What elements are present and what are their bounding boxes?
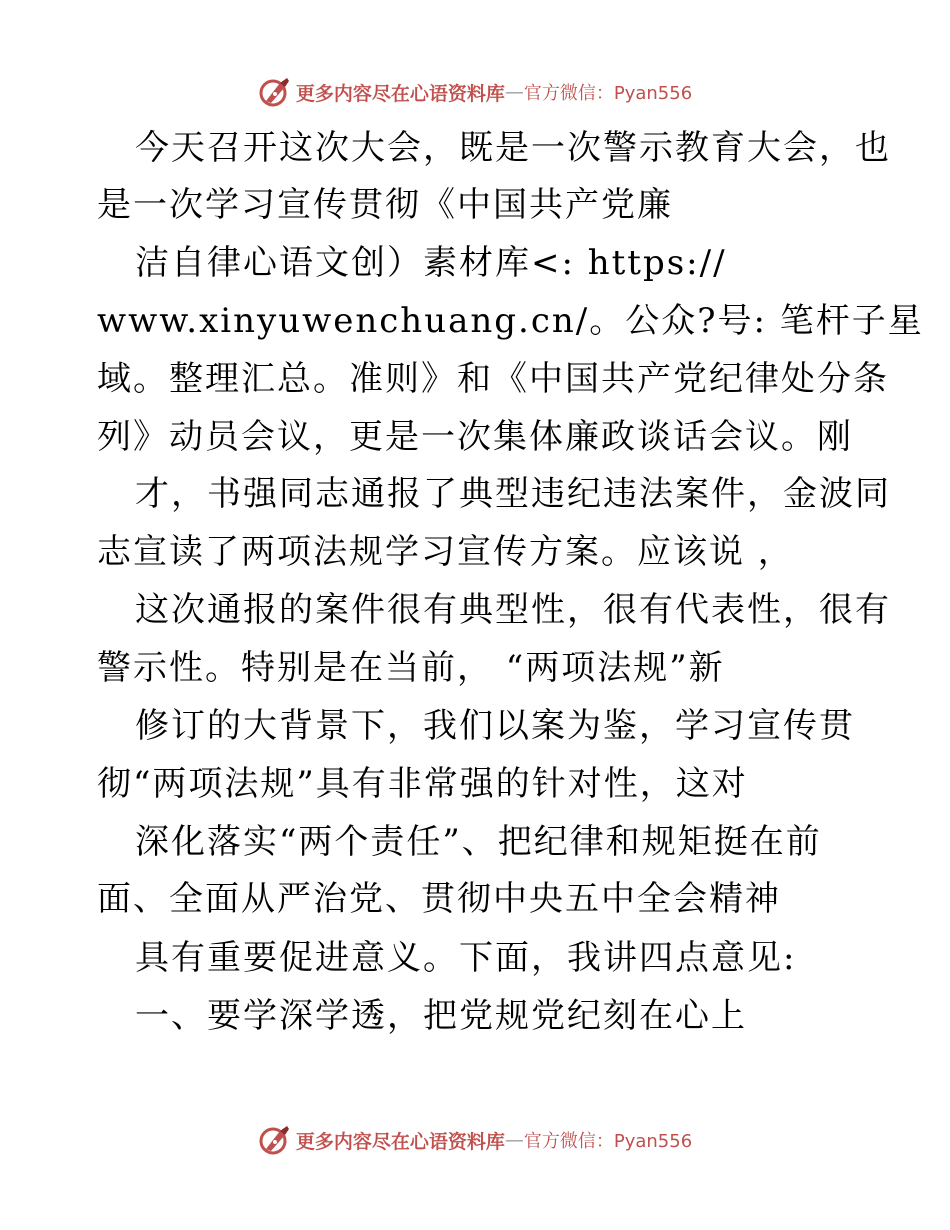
text-line: www.xinyuwenchuang.cn/。公众?号: 笔杆子星: [97, 301, 924, 341]
watermark-sub-text: 官方微信：Pyan556: [523, 83, 693, 104]
text-line: 才，书强同志通报了典型违纪违法案件，金波同: [135, 474, 891, 514]
pen-nib-circle-icon: [258, 1123, 292, 1157]
footer-watermark: [0, 1120, 950, 1160]
watermark-dash: —: [504, 81, 524, 103]
text-line: 域。整理汇总。准则》和《中国共产党纪律处分条: [97, 359, 889, 399]
text-line: 志宣读了两项法规学习宣传方案。应该说 ，: [97, 532, 794, 572]
watermark-sub-text: 官方微信：Pyan556: [523, 1131, 693, 1152]
text-line: 一、要学深学透，把党规党纪刻在心上: [135, 996, 747, 1036]
header-watermark: [0, 72, 950, 112]
text-line: 修订的大背景下，我们以案为鉴，学习宣传贯: [135, 706, 855, 746]
text-line: 这次通报的案件很有典型性，很有代表性，很有: [135, 590, 891, 630]
text-line: 具有重要促进意义。下面，我讲四点意见:: [135, 938, 797, 978]
text-line: 深化落实“两个责任”、把纪律和规矩挺在前: [135, 822, 822, 862]
text-line: 警示性。特别是在当前， “两项法规”新: [97, 648, 725, 688]
text-line: 洁自律心语文创）素材库<: https://: [135, 243, 727, 283]
text-line: 列》动员会议，更是一次集体廉政谈话会议。刚: [97, 417, 853, 457]
watermark-dash: —: [504, 1129, 524, 1151]
text-line: 面、全面从严治党、贯彻中央五中全会精神: [97, 879, 781, 919]
text-line: 彻“两项法规”具有非常强的针对性，这对: [97, 764, 748, 804]
watermark-main-text: 更多内容尽在心语资料库: [295, 82, 505, 105]
text-line: 是一次学习宣传贯彻《中国共产党廉: [97, 185, 673, 225]
pen-nib-circle-icon: [258, 75, 292, 109]
text-line: 今天召开这次大会，既是一次警示教育大会，也: [135, 128, 891, 168]
watermark-main-text: 更多内容尽在心语资料库: [295, 1130, 505, 1153]
